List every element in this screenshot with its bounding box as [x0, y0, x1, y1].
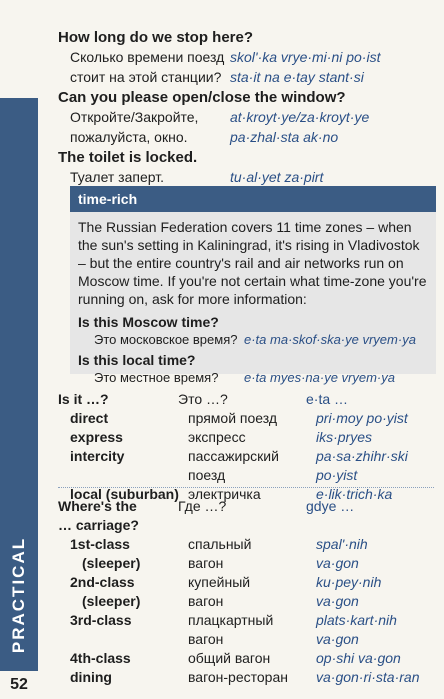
english-text: … carriage?	[58, 517, 139, 533]
english-text: express	[70, 429, 123, 445]
transliteration: plats·kart·nih	[316, 612, 397, 628]
table-row	[58, 554, 434, 573]
info-box-line	[78, 331, 430, 349]
english-text: 2nd-class	[70, 574, 135, 590]
transliteration	[306, 390, 348, 409]
info-box-question: Is this Moscow time?	[78, 314, 219, 330]
transliteration: op·shi va·gon	[316, 650, 401, 666]
english-text: (sleeper)	[82, 593, 141, 609]
transliteration: va·gon	[316, 593, 359, 609]
table-row	[58, 649, 434, 668]
russian-text: спальный	[188, 536, 252, 552]
info-box-body	[70, 212, 436, 387]
transliteration: pa·sa·zhihr·ski	[316, 448, 408, 464]
english-text	[58, 630, 178, 649]
english-text: 3rd-class	[70, 612, 132, 628]
transliteration: pri·moy po·yist	[316, 410, 408, 426]
english-text: dining	[70, 669, 112, 685]
english-text: local (suburban)	[70, 486, 179, 502]
table-row	[58, 611, 434, 630]
transliteration	[306, 497, 354, 516]
russian-text: Это местное время?	[94, 370, 219, 385]
info-box-line	[78, 369, 430, 387]
table-row	[58, 630, 434, 649]
info-box-title: time-rich	[70, 186, 436, 212]
russian-text: купейный	[188, 574, 251, 590]
table-row	[58, 466, 434, 485]
section-divider	[58, 487, 434, 488]
transliteration: tu·al·yet za·pirt	[230, 169, 324, 185]
russian-text: вагон	[188, 555, 224, 571]
table-row	[58, 592, 434, 611]
transliteration: va·gon·ri·sta·ran	[316, 669, 420, 685]
russian-text: экспресс	[188, 429, 246, 445]
transliteration-header: gdye …	[306, 498, 355, 514]
section-label	[2, 530, 36, 660]
transliteration-header: e·ta …	[306, 391, 349, 407]
phrase-line	[58, 48, 428, 66]
russian-text	[178, 516, 306, 535]
info-box-question: Is this local time?	[78, 352, 196, 368]
transliteration: po·yist	[316, 467, 358, 483]
transliteration: sta·it na e·tay stant·si	[230, 69, 364, 85]
transliteration: e·ta ma·skof·ska·ye vryem·ya	[244, 332, 416, 347]
section-label-text: PRACTICAL	[9, 536, 28, 654]
english-text: Where's the	[58, 498, 137, 514]
phrase-question: The toilet is locked.	[58, 149, 198, 166]
russian-text: Туалет заперт.	[70, 169, 164, 185]
russian-text: Откройте/Закройте,	[70, 109, 199, 125]
russian-text: Где …?	[178, 498, 227, 514]
english-text: intercity	[70, 448, 125, 464]
transliteration: skol'·ka vrye·mi·ni po·ist	[230, 49, 381, 65]
russian-text: Это …?	[178, 391, 228, 407]
russian-text: прямой поезд	[188, 410, 278, 426]
russian-text: Это московское время?	[94, 332, 238, 347]
russian-text: вагон	[188, 593, 224, 609]
russian-text: электричка	[188, 486, 261, 502]
carriage-table	[58, 497, 434, 687]
transliteration: pa·zhal·sta ak·no	[230, 129, 339, 145]
russian-text: поезд	[188, 467, 226, 483]
phrase-question: How long do we stop here?	[58, 29, 253, 46]
russian-text: общий вагон	[188, 650, 271, 666]
table-row	[58, 573, 434, 592]
transliteration: at·kroyt·ye/za·kroyt·ye	[230, 109, 370, 125]
transliteration: iks·pryes	[316, 429, 373, 445]
russian-text: пассажирский	[188, 448, 279, 464]
transliteration: va·gon	[316, 555, 359, 571]
russian-text: плацкартный	[188, 612, 274, 628]
table-row	[58, 535, 434, 554]
english-text: direct	[70, 410, 109, 426]
phrase-line	[58, 168, 428, 186]
russian-text: вагон-ресторан	[188, 669, 288, 685]
russian-text: стоит на этой станции?	[70, 69, 222, 85]
table-header	[58, 516, 434, 535]
phrase-question: Can you please open/close the window?	[58, 89, 346, 106]
table-row	[58, 409, 434, 428]
phrase-line	[58, 108, 428, 126]
phrase-line	[58, 128, 428, 146]
transliteration: ku·pey·nih	[316, 574, 382, 590]
russian-text: Сколько времени поезд	[70, 49, 225, 65]
transliteration: e·lik·trich·ka	[316, 486, 393, 502]
table-row	[58, 428, 434, 447]
russian-text: пожалуйста, окно.	[70, 129, 188, 145]
phrase-line	[58, 68, 428, 86]
english-text: 1st-class	[70, 536, 130, 552]
phrase-list	[58, 28, 428, 188]
table-row	[58, 668, 434, 687]
info-box-text: The Russian Federation covers 11 time zones – when the sun's setting in Kaliningrad, it's rising in Vladivostok – but the entire country's rail and air networks run on Moscow time. If you're not certain what time-zone you're running on, ask for more information:	[78, 219, 427, 307]
page-number: 52	[0, 671, 38, 699]
english-text: Is it …?	[58, 391, 109, 407]
table-header	[58, 497, 434, 516]
info-box	[70, 186, 436, 385]
russian-text: вагон	[188, 631, 224, 647]
table-header	[58, 390, 434, 409]
transliteration: e·ta myes·na·ye vryem·ya	[244, 370, 395, 385]
transliteration: spal'·nih	[316, 536, 368, 552]
transliteration: va·gon	[316, 631, 359, 647]
english-text	[58, 466, 178, 485]
table-row	[58, 447, 434, 466]
english-text: (sleeper)	[82, 555, 141, 571]
english-text: 4th-class	[70, 650, 131, 666]
